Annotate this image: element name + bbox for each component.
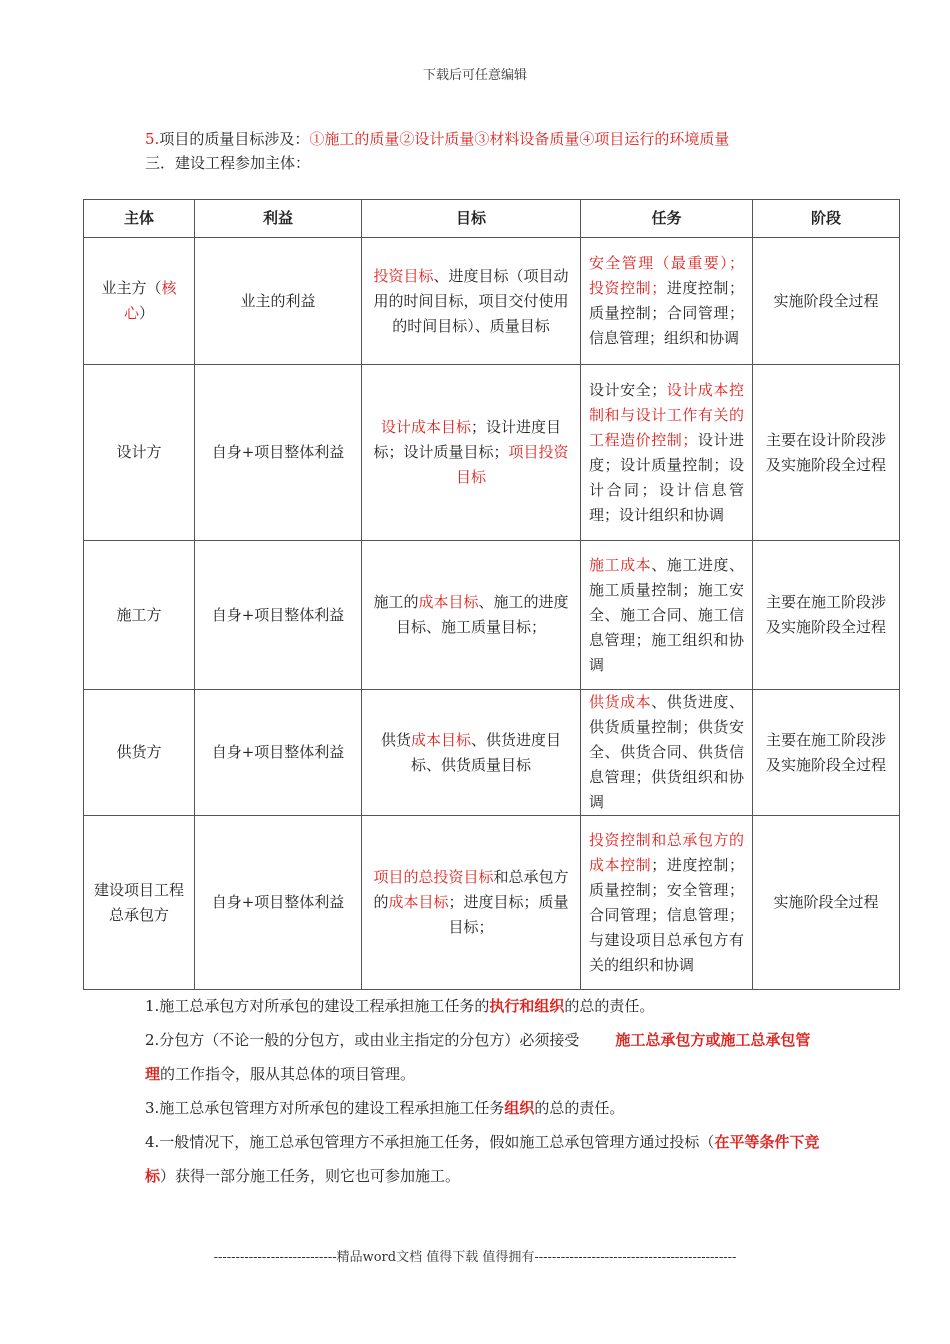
task-text: 进度控制；质量控制；合同管理；信息管理；组织和协调 bbox=[589, 279, 744, 347]
column-header: 阶段 bbox=[753, 200, 900, 238]
interest-cell: 自身+项目整体利益 bbox=[195, 365, 362, 541]
goal-text: 和总承包方的 bbox=[373, 868, 569, 911]
stage-cell: 实施阶段全过程 bbox=[753, 238, 900, 365]
stage-cell: 实施阶段全过程 bbox=[753, 816, 900, 990]
table-row bbox=[84, 238, 900, 365]
subject-cell: 供货方 bbox=[84, 690, 195, 816]
goal-text: 、施工的进度目标、施工质量目标； bbox=[395, 593, 569, 636]
goal-cell bbox=[362, 365, 581, 541]
task-text: ；进度控制；质量控制；安全管理；合同管理；信息管理；与建设项目总承包方有关的组织和协调 bbox=[589, 855, 744, 974]
note-highlight: 执行和组织 bbox=[489, 997, 565, 1015]
table-header-row bbox=[84, 200, 900, 238]
goal-highlight: 成本目标 bbox=[388, 893, 449, 911]
participants-table bbox=[83, 199, 900, 990]
task-text: 、供货进度、供货质量控制；供货安全、供货合同、供货信息管理；供货组织和协调 bbox=[589, 693, 744, 811]
goal-text: 、进度目标（项目动用的时间目标，项目交付使用的时间目标）、质量目标 bbox=[373, 266, 569, 335]
subject-cell: 建设项目工程总承包方 bbox=[84, 816, 195, 990]
note-text: 2.分包方（不论一般的分包方，或由业主指定的分包方）必须接受 bbox=[145, 1031, 580, 1049]
interest-cell: 自身+项目整体利益 bbox=[195, 690, 362, 816]
page-footer: ----------------------------精品word文档 值得下载 值得拥有---------------------------------------------- bbox=[213, 1250, 737, 1265]
task-text: 设计进度；设计质量控制；设计合同；设计信息管理；设计组织和协调 bbox=[589, 430, 744, 524]
goal-cell bbox=[362, 238, 581, 365]
subject-highlight: 核心 bbox=[123, 279, 177, 322]
goal-text: ；进度目标；质量目标； bbox=[448, 893, 569, 936]
note-text: ）获得一部分施工任务，则它也可参加施工。 bbox=[160, 1167, 461, 1185]
note-3 bbox=[145, 1091, 825, 1125]
table-row bbox=[84, 690, 900, 816]
goal-text: 、供货进度目标、供货质量目标 bbox=[410, 730, 562, 774]
task-text: 、施工进度、施工质量控制；施工安全、施工合同、施工信息管理；施工组织和协调 bbox=[589, 555, 744, 674]
quality-goal-line bbox=[145, 128, 729, 149]
goal-highlight: 设计成本目标 bbox=[380, 418, 471, 436]
goal-text: 供货 bbox=[380, 730, 411, 749]
task-cell bbox=[581, 365, 753, 541]
note-text: 1.施工总承包方对所承包的建设工程承担施工任务的 bbox=[145, 997, 490, 1015]
task-cell bbox=[581, 541, 753, 690]
subject-cell: 施工方 bbox=[84, 541, 195, 690]
subject-cell bbox=[84, 238, 195, 365]
interest-cell: 自身+项目整体利益 bbox=[195, 816, 362, 990]
note-text: 的总的责任。 bbox=[534, 1099, 625, 1117]
table-row bbox=[84, 816, 900, 990]
stage-cell: 主要在设计阶段涉及实施阶段全过程 bbox=[753, 365, 900, 541]
note-4 bbox=[145, 1125, 825, 1193]
interest-cell: 自身+项目整体利益 bbox=[195, 541, 362, 690]
task-text: 设计安全； bbox=[589, 380, 667, 399]
note-text: 的总的责任。 bbox=[564, 997, 655, 1015]
column-header: 任务 bbox=[581, 200, 753, 238]
point-number: 5. bbox=[145, 130, 160, 148]
table-row bbox=[84, 365, 900, 541]
subject-text: ） bbox=[139, 304, 155, 322]
goal-cell bbox=[362, 690, 581, 816]
stage-cell: 主要在施工阶段涉及实施阶段全过程 bbox=[753, 541, 900, 690]
note-text: 的工作指令，服从其总体的项目管理。 bbox=[160, 1065, 416, 1083]
task-cell bbox=[581, 690, 753, 816]
task-cell bbox=[581, 238, 753, 365]
goal-text: 施工的 bbox=[373, 593, 419, 611]
subject-cell: 设计方 bbox=[84, 365, 195, 541]
goal-cell bbox=[362, 816, 581, 990]
point-items: ①施工的质量②设计质量③材料设备质量④项目运行的环境质量 bbox=[309, 130, 730, 148]
point-label: 项目的质量目标涉及： bbox=[159, 130, 310, 148]
task-cell bbox=[581, 816, 753, 990]
goal-highlight: 成本目标 bbox=[418, 593, 479, 611]
task-highlight: 投资控制和总承包方的成本控制 bbox=[589, 830, 744, 874]
note-text: 3.施工总承包管理方对所承包的建设工程承担施工任务 bbox=[145, 1099, 505, 1117]
table-row bbox=[84, 541, 900, 690]
notes-section bbox=[145, 989, 825, 1193]
subject-text: 业主方（ bbox=[101, 279, 162, 297]
goal-highlight: 项目投资目标 bbox=[455, 443, 569, 486]
note-text: 4.一般情况下，施工总承包管理方不承担施工任务，假如施工总承包管理方通过投标（ bbox=[145, 1133, 715, 1151]
goal-text: ；设计进度目标；设计质量目标； bbox=[373, 418, 562, 461]
interest-cell: 业主的利益 bbox=[195, 238, 362, 365]
column-header: 主体 bbox=[84, 200, 195, 238]
task-highlight: 供货成本 bbox=[589, 693, 652, 711]
note-highlight: 施工总承包方或施工总承包管理 bbox=[145, 1031, 811, 1083]
stage-cell: 主要在施工阶段涉及实施阶段全过程 bbox=[753, 690, 900, 816]
note-highlight: 组织 bbox=[504, 1099, 535, 1117]
note-1 bbox=[145, 989, 825, 1023]
note-highlight: 在平等条件下竞标 bbox=[145, 1133, 820, 1185]
page-header: 下载后可任意编辑 bbox=[422, 68, 527, 83]
section-title: 三．建设工程参加主体： bbox=[145, 154, 311, 172]
goal-highlight: 投资目标 bbox=[373, 266, 434, 285]
column-header: 利益 bbox=[195, 200, 362, 238]
task-highlight: 安全管理（最重要）；投资控制； bbox=[589, 254, 744, 297]
goal-highlight: 成本目标 bbox=[410, 730, 471, 749]
goal-cell bbox=[362, 541, 581, 690]
task-highlight: 设计成本控制和与设计工作有关的工程造价控制； bbox=[589, 380, 744, 449]
goal-highlight: 项目的总投资目标 bbox=[373, 868, 494, 886]
task-highlight: 施工成本 bbox=[589, 555, 652, 574]
column-header: 目标 bbox=[362, 200, 581, 238]
note-2 bbox=[145, 1023, 825, 1091]
